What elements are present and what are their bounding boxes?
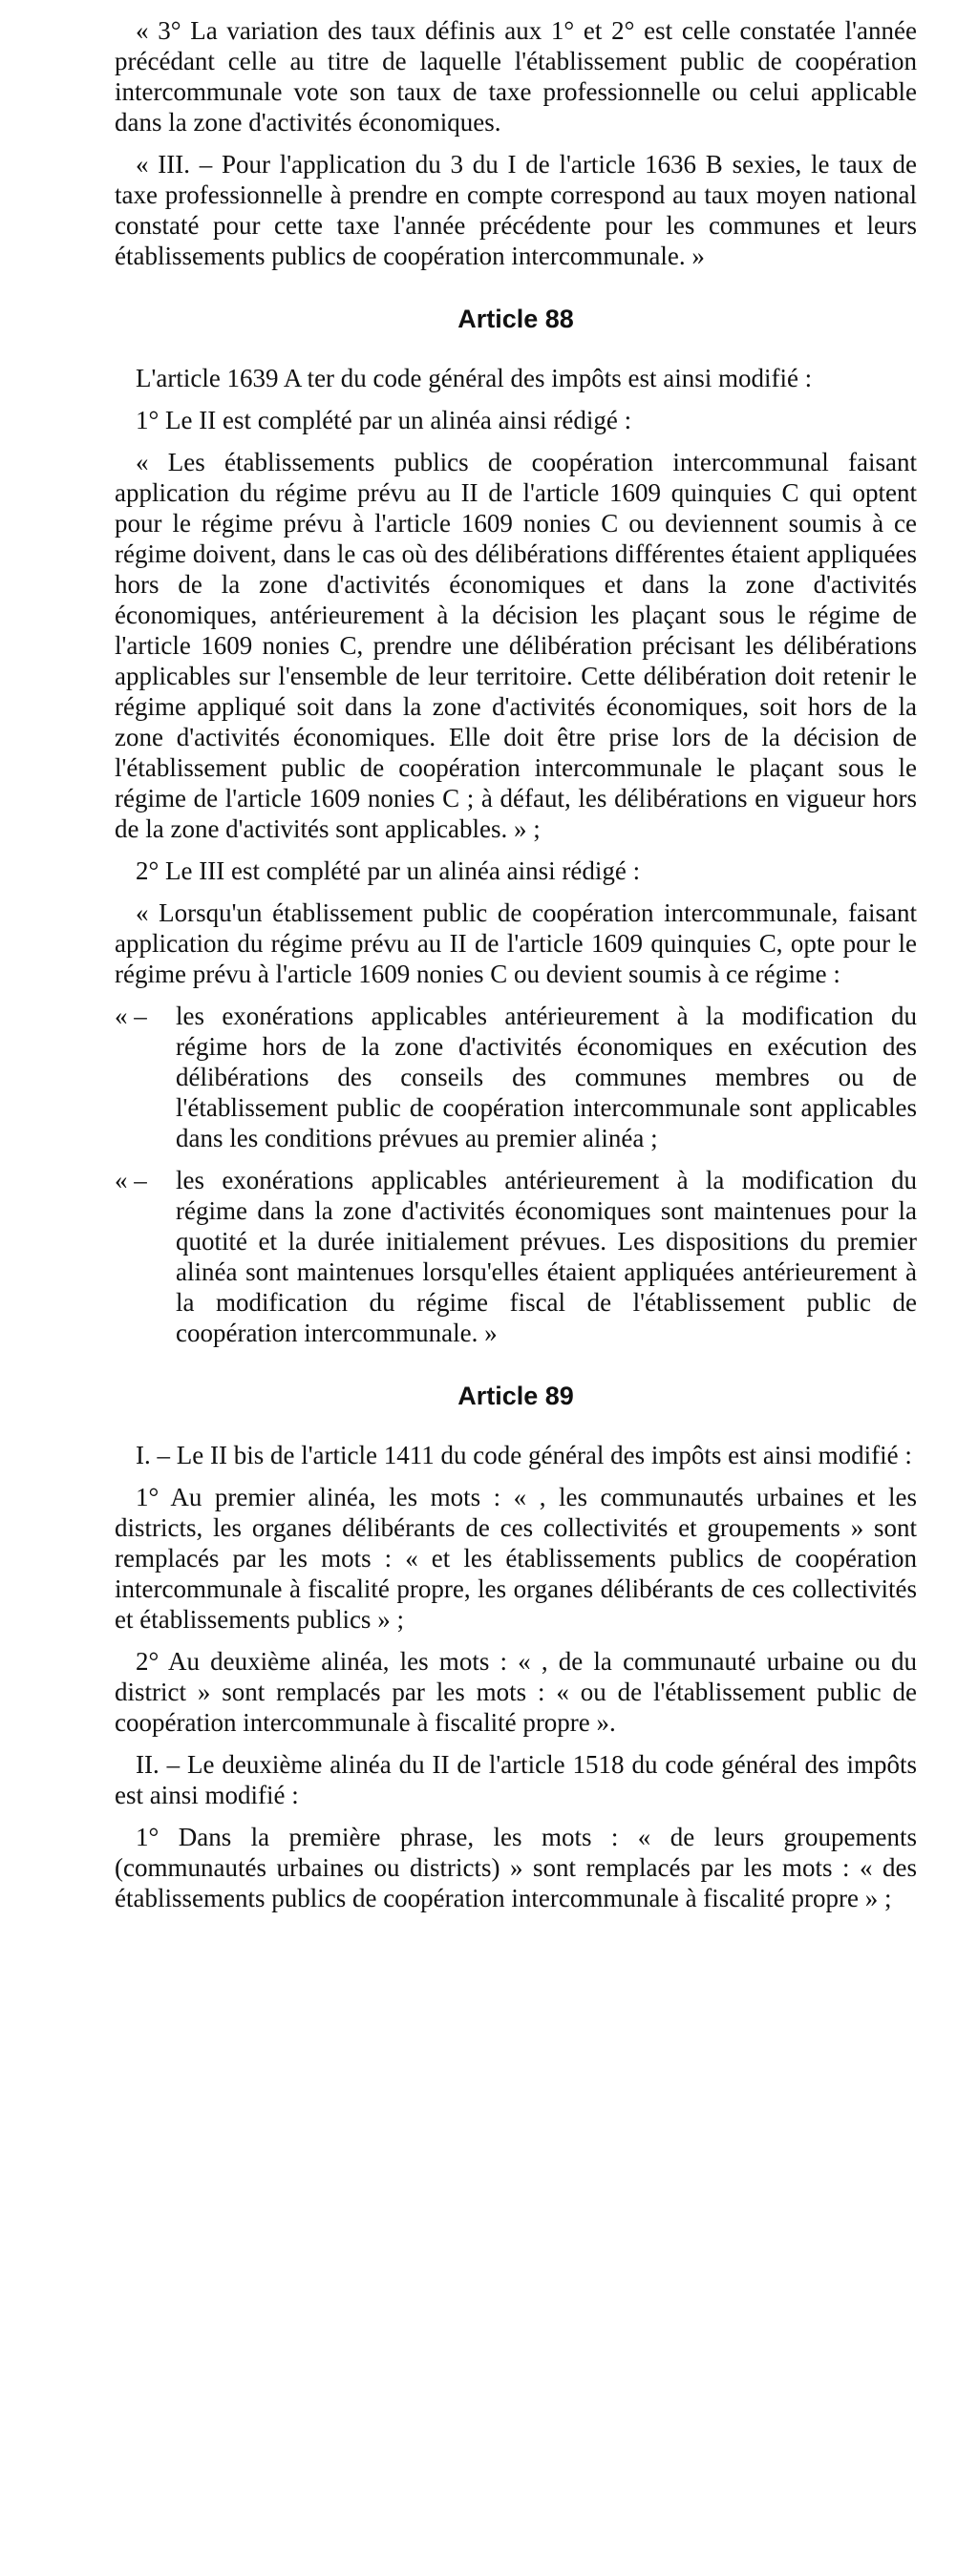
- article-89-i-point-1: 1° Au premier alinéa, les mots : « , les communautés urbaines et les districts, les organes délibérants de ces collectivités et groupements » sont remplacés par les mots : « et les établissements publics de coopération intercommunale à fiscalité propre, les organes délibérants de ces collectivités et établissements publics » ;: [115, 1483, 917, 1634]
- dash-mark: « –: [115, 1002, 147, 1030]
- article-88-intro: L'article 1639 A ter du code général des impôts est ainsi modifié :: [136, 364, 813, 392]
- list-item-text: les exonérations applicables antérieurement à la modification du régime dans la zone d'activités économiques sont maintenues pour la quotité et la durée initialement prévues. Les dispositions du premier alinéa sont maintenues lorsqu'elles étaient appliquées antérieurement à la modification du régime fiscal de l'établissement public de coopération intercommunale. »: [176, 1166, 917, 1347]
- document-page: [115, 15, 917, 1925]
- article-88-point-2: 2° Le III est complété par un alinéa ainsi rédigé :: [136, 856, 641, 885]
- article-89-heading: Article 89: [457, 1382, 574, 1410]
- paragraph-iii-application: « III. – Pour l'application du 3 du I de l'article 1636 B sexies, le taux de taxe professionnelle à prendre en compte correspond au taux moyen national constaté pour cette taxe l'année précédente pour les communes et leurs établissements publics de coopération intercommunale. »: [115, 150, 917, 270]
- article-88-heading: Article 88: [457, 305, 574, 333]
- article-89-i-point-2: 2° Au deuxième alinéa, les mots : « , de la communauté urbaine ou du district » sont remplacés par les mots : « ou de l'établissement public de coopération intercommunale à fiscalité propre ».: [115, 1647, 917, 1737]
- article-88-point-1: 1° Le II est complété par un alinéa ainsi rédigé :: [136, 406, 632, 434]
- article-88-point-1-text: « Les établissements publics de coopération intercommunal faisant application du régime prévu au II de l'article 1609 quinquies C qui optent pour le régime prévu à l'article 1609 nonies C ou deviennent soumis à ce régime doivent, dans le cas où des délibérations différentes étaient appliquées hors de la zone d'activités économiques et dans la zone d'activités économiques, antérieurement à la décision les plaçant sous le régime de l'article 1609 nonies C, prendre une délibération précisant les délibérations applicables sur l'ensemble de leur territoire. Cette délibération doit retenir le régime appliqué soit dans la zone d'activités économiques, soit hors de la zone d'activités économiques. Elle doit être prise lors de la décision de l'établissement public de coopération intercommunale le plaçant sous le régime de l'article 1609 nonies C ; à défaut, les délibérations en vigueur hors de la zone d'activités sont applicables. » ;: [115, 448, 917, 843]
- list-item-exonerations-dans-zone: [115, 1165, 917, 1348]
- paragraph-3-variation-taux: « 3° La variation des taux définis aux 1° et 2° est celle constatée l'année précédant celle au titre de laquelle l'établissement public de coopération intercommunale vote son taux de taxe professionnelle ou celui applicable dans la zone d'activités économiques.: [115, 16, 917, 137]
- dash-mark: « –: [115, 1166, 147, 1194]
- list-item-text: les exonérations applicables antérieurement à la modification du régime hors de la zone d'activités économiques en exécution des délibérations des conseils des communes membres ou de l'établissement public de coopération intercommunale sont applicables dans les conditions prévues au premier alinéa ;: [176, 1002, 917, 1152]
- list-item-exonerations-hors-zone: [115, 1001, 917, 1153]
- article-89-section-ii: II. – Le deuxième alinéa du II de l'article 1518 du code général des impôts est ainsi modifié :: [115, 1750, 917, 1809]
- article-89-section-i: I. – Le II bis de l'article 1411 du code général des impôts est ainsi modifié :: [136, 1441, 912, 1469]
- article-89-ii-point-1: 1° Dans la première phrase, les mots : « de leurs groupements (communautés urbaines ou districts) » sont remplacés par les mots : « des établissements publics de coopération intercommunale à fiscalité propre » ;: [115, 1823, 917, 1912]
- article-88-point-2-text: « Lorsqu'un établissement public de coopération intercommunale, faisant application du régime prévu au II de l'article 1609 quinquies C, opte pour le régime prévu à l'article 1609 nonies C ou devient soumis à ce régime :: [115, 898, 917, 988]
